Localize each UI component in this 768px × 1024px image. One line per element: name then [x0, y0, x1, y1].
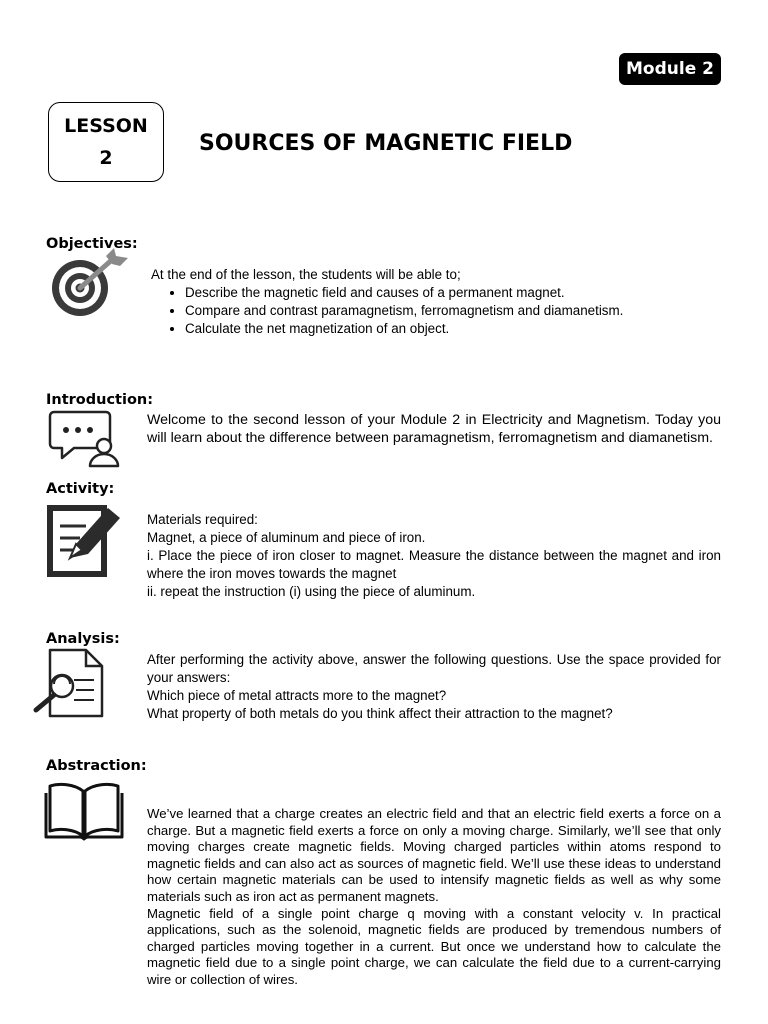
abstraction-body	[147, 806, 721, 989]
open-book-icon	[44, 781, 124, 846]
objectives-heading: Objectives:	[46, 236, 138, 252]
objective-item: • Compare and contrast paramagnetism, ferromagnetism and diamanetism.	[185, 302, 721, 320]
module-badge: Module 2	[619, 53, 721, 85]
activity-line: Materials required:	[147, 512, 258, 527]
activity-line: ii. repeat the instruction (i) using the piece of aluminum.	[147, 584, 476, 599]
analysis-line: What property of both metals do you think affect their attraction to the magnet?	[147, 706, 613, 721]
introduction-text: Welcome to the second lesson of your Module 2 in Electricity and Magnetism. Today you will learn about the difference between paramagnetism, ferromagnetism and diamanetism.	[147, 412, 721, 446]
objectives-body	[151, 266, 721, 338]
objective-item: • Calculate the net magnetization of an object.	[185, 320, 721, 338]
activity-body	[147, 511, 721, 601]
activity-heading: Activity:	[46, 481, 115, 497]
target-icon	[48, 246, 132, 325]
document-search-icon	[32, 648, 106, 725]
lesson-number: 2	[99, 147, 113, 169]
abstraction-heading: Abstraction:	[46, 758, 147, 774]
introduction-heading: Introduction:	[46, 392, 154, 408]
activity-line: i. Place the piece of iron closer to magnet. Measure the distance between the magnet and iron where the iron moves towards the magnet	[147, 548, 721, 581]
analysis-line: Which piece of metal attracts more to the magnet?	[147, 688, 447, 703]
analysis-line: After performing the activity above, answer the following questions. Use the space provided for your answers:	[147, 652, 721, 685]
objectives-list	[151, 284, 721, 338]
activity-line: Magnet, a piece of aluminum and piece of iron.	[147, 530, 426, 545]
objectives-intro: At the end of the lesson, the students will be able to;	[151, 267, 461, 282]
edit-document-icon	[46, 502, 124, 585]
lesson-box	[48, 102, 164, 182]
objective-item: • Describe the magnetic field and causes of a permanent magnet.	[185, 284, 721, 302]
abstraction-paragraph: Magnetic field of a single point charge q moving with a constant velocity v. In practical applications, such as the solenoid, magnetic fields are produced by tremendous numbers of charged particles moving together in a current. But once we understand how to calculate the magnetic field due to a single point charge, we can calculate the field due to a current-carrying wire or collection of wires.	[147, 905, 721, 987]
lesson-label: LESSON	[64, 115, 148, 137]
analysis-body	[147, 651, 721, 723]
analysis-heading: Analysis:	[46, 631, 120, 647]
page-title: SOURCES OF MAGNETIC FIELD	[199, 131, 573, 156]
abstraction-paragraph: We’ve learned that a charge creates an electric field and that an electric field exerts a force on a charge. But a magnetic field exerts a force on only a moving charge. Similarly, we’ll see that only moving charges create magnetic fields. Moving charged particles within atoms respond to magnetic fields and can also act as sources of magnetic field. We’ll use these ideas to understand how certain magnetic materials can be used to intensify magnetic fields as well as why some materials such as iron act as permanent magnets.	[147, 806, 721, 904]
chat-user-icon	[48, 408, 122, 473]
